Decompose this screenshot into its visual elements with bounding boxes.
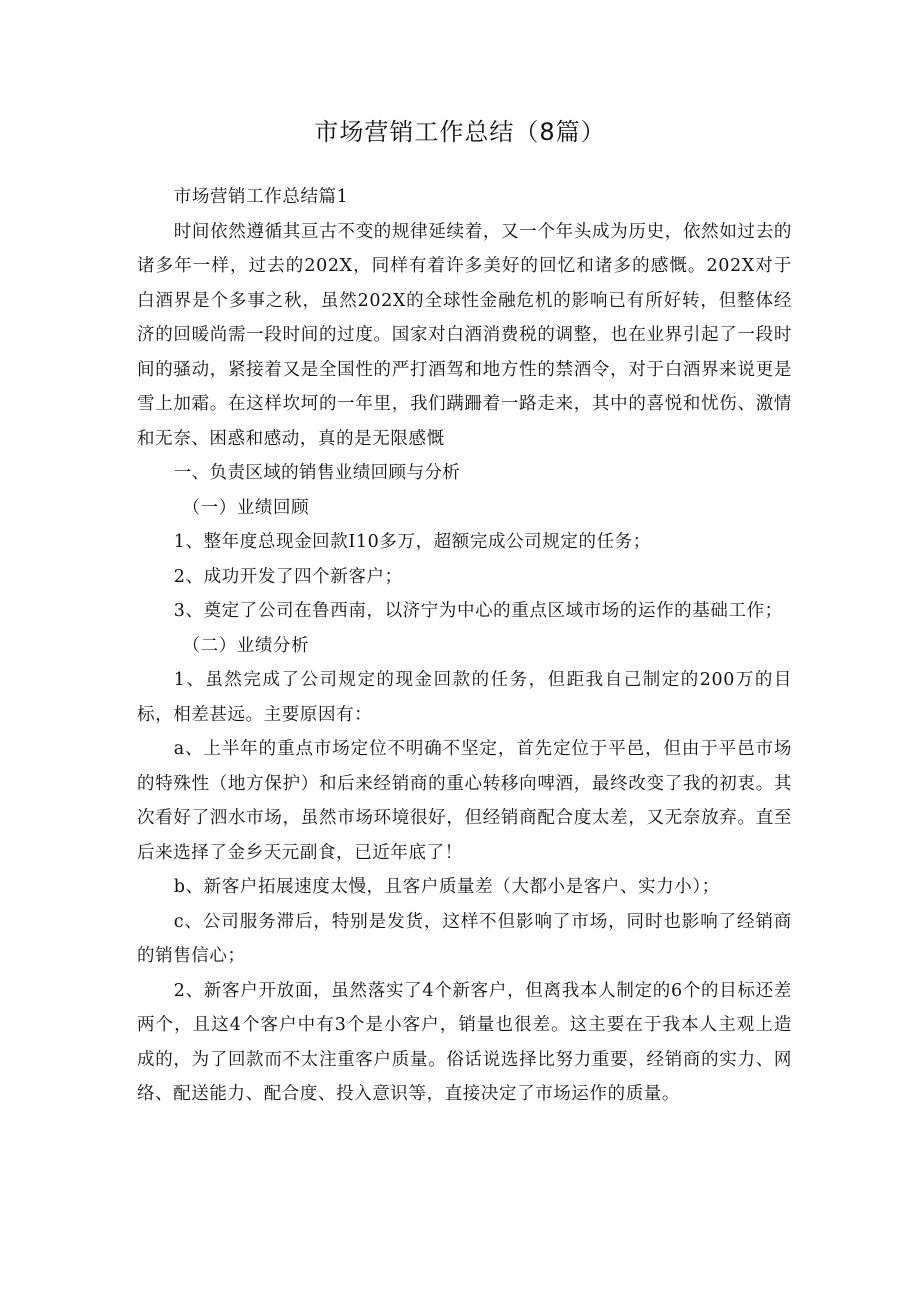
intro-paragraph: 时间依然遵循其亘古不变的规律延续着，又一个年头成为历史，依然如过去的诸多年一样，过去的202X，同样有着许多美好的回忆和诸多的感慨。202X对于白酒界是个多事之秋，虽然202X的全球性金融危机的影响已有所好转，但整体经济的回暖尚需一段时间的过度。国家对白酒消费税的调整，也在业界引起了一段时间的骚动，紧接着又是全国性的严打酒驾和地方性的禁酒令，对于白酒界来说更是雪上加霜。在这样坎坷的一年里，我们蹒跚着一路走来，其中的喜悦和忧伤、激情和无奈、困惑和感动，真的是无限感慨 <box>137 221 792 449</box>
subsection-heading: （二）业绩分析 <box>182 635 310 656</box>
subsection-heading: （一）业绩回顾 <box>182 497 310 518</box>
list-item: 2、新客户开放面，虽然落实了4个新客户，但离我本人制定的6个的目标还差两个，且这4个客户中有3个是小客户，销量也很差。这主要在于我本人主观上造成的，为了回款而不太注重客户质量。俗话说选择比努力重要，经销商的实力、网络、配送能力、配合度、投入意识等，直接决定了市场运作的质量。 <box>137 980 792 1104</box>
list-item: a、上半年的重点市场定位不明确不坚定，首先定位于平邑，但由于平邑市场的特殊性（地方保护）和后来经销商的重心转移向啤酒，最终改变了我的初衷。其次看好了泗水市场，虽然市场环境很好，但经销商配合度太差，又无奈放弃。直至后来选择了金乡天元副食，已近年底了！ <box>137 739 792 863</box>
list-item: 1、虽然完成了公司规定的现金回款的任务，但距我自己制定的200万的目标，相差甚远。主要原因有： <box>137 670 792 725</box>
list-item: c、公司服务滞后，特别是发货，这样不但影响了市场，同时也影响了经销商的销售信心； <box>137 911 792 966</box>
section-heading: 一、负责区域的销售业绩回顾与分析 <box>173 463 461 483</box>
list-item: b、新客户拓展速度太慢，且客户质量差（大都小是客户、实力小）； <box>173 877 720 897</box>
document-body <box>137 180 792 1112</box>
document-title: 市场营销工作总结（8篇） <box>314 118 606 146</box>
list-item: 3、奠定了公司在鲁西南，以济宁为中心的重点区域市场的运作的基础工作； <box>173 601 783 621</box>
article-heading: 市场营销工作总结篇1 <box>173 187 349 207</box>
list-item: 2、成功开发了四个新客户； <box>173 566 403 587</box>
list-item: 1、整年度总现金回款I10多万，超额完成公司规定的任务； <box>173 532 651 552</box>
